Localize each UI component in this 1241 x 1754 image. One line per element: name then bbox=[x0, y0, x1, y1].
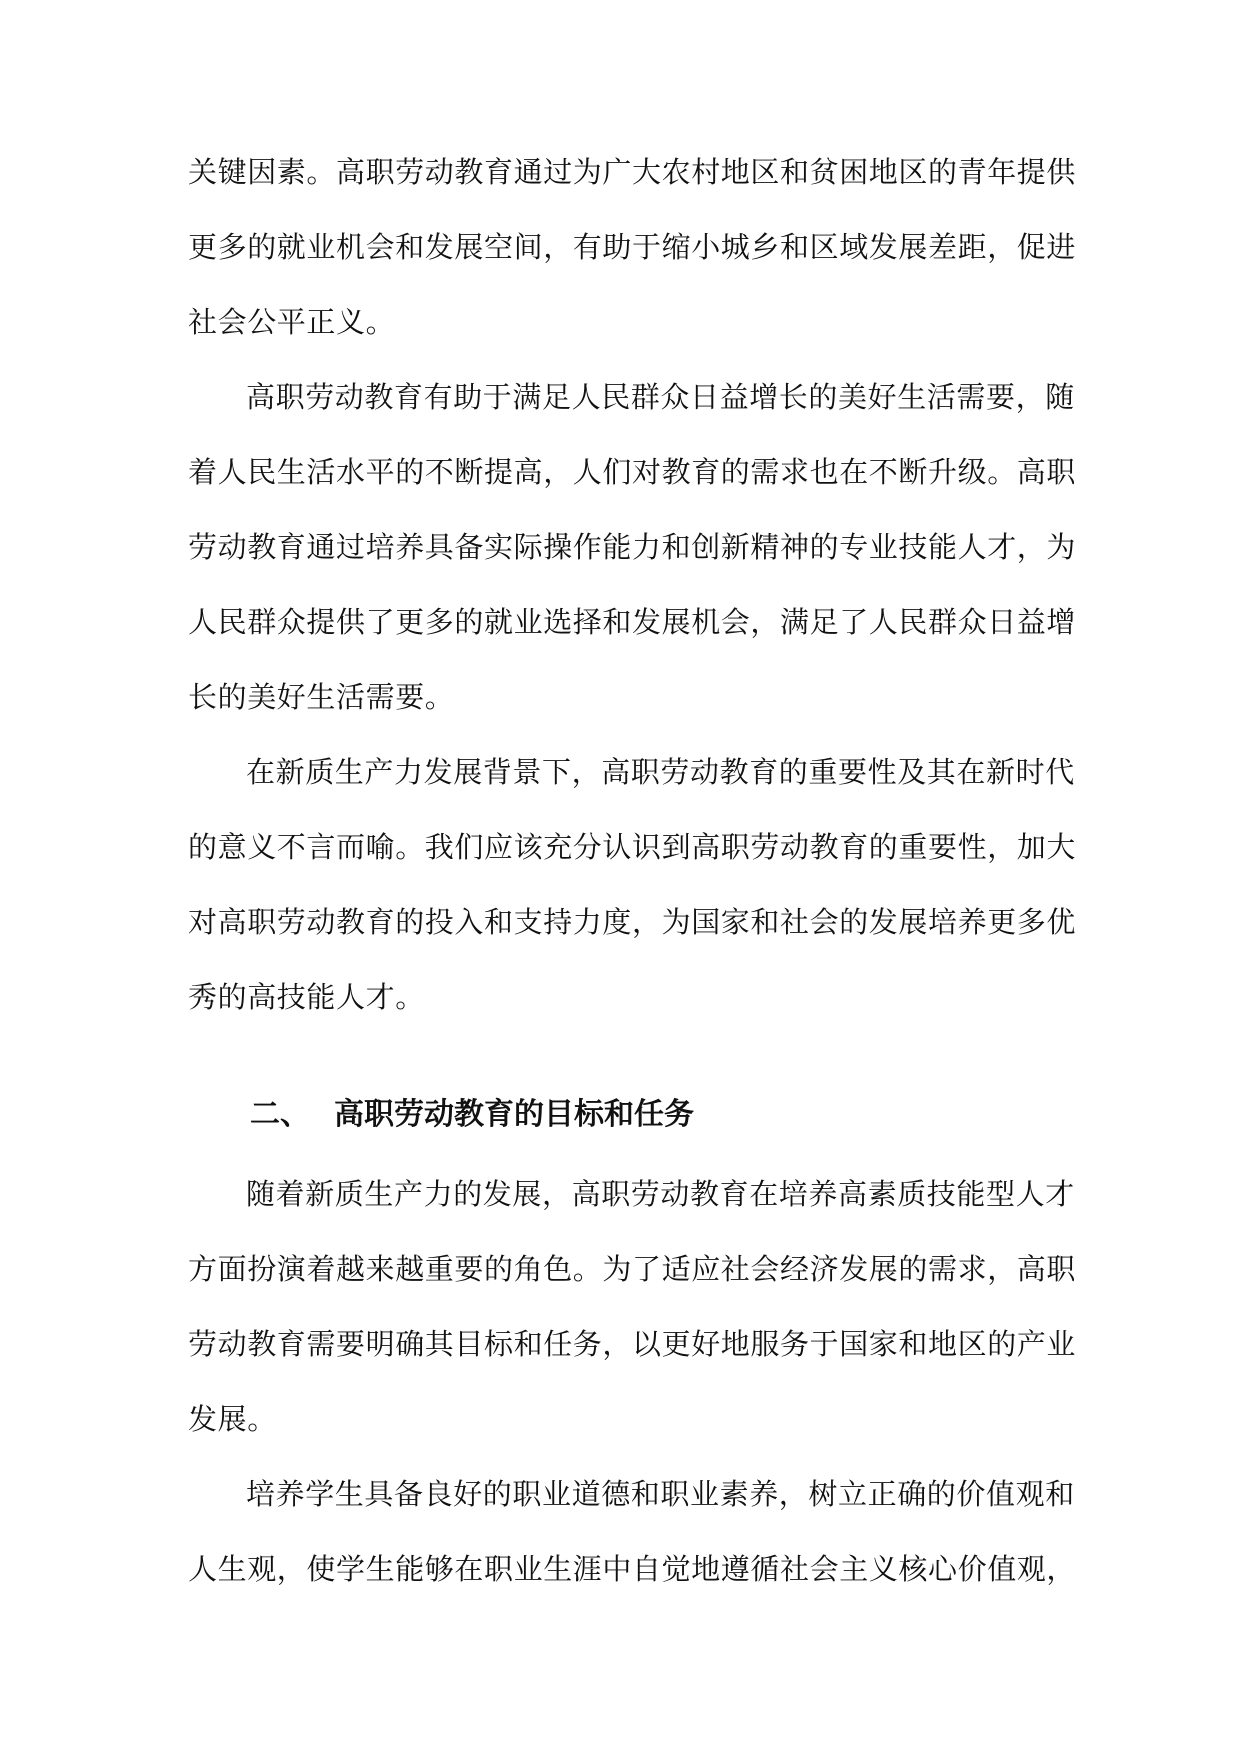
paragraph-line: 社会公平正义。 bbox=[188, 305, 396, 339]
section-number: 二、 bbox=[250, 1097, 310, 1132]
paragraph-line: 方面扮演着越来越重要的角色。为了适应社会经济发展的需求，高职 bbox=[188, 1252, 1077, 1286]
paragraph-line: 对高职劳动教育的投入和支持力度，为国家和社会的发展培养更多优 bbox=[188, 905, 1077, 939]
paragraph-line: 秀的高技能人才。 bbox=[188, 980, 425, 1014]
paragraph-line: 人民群众提供了更多的就业选择和发展机会，满足了人民群众日益增 bbox=[188, 605, 1077, 639]
section-heading bbox=[250, 1092, 694, 1138]
paragraph-line: 关键因素。高职劳动教育通过为广大农村地区和贫困地区的青年提供 bbox=[188, 155, 1077, 189]
paragraph-line: 着人民生活水平的不断提高，人们对教育的需求也在不断升级。高职 bbox=[188, 455, 1077, 489]
paragraph-line: 高职劳动教育有助于满足人民群众日益增长的美好生活需要，随 bbox=[246, 380, 1075, 414]
paragraph-line: 人生观，使学生能够在职业生涯中自觉地遵循社会主义核心价值观， bbox=[188, 1552, 1077, 1586]
paragraph-line: 的意义不言而喻。我们应该充分认识到高职劳动教育的重要性，加大 bbox=[188, 830, 1077, 864]
paragraph-line: 劳动教育需要明确其目标和任务，以更好地服务于国家和地区的产业 bbox=[188, 1327, 1077, 1361]
paragraph-line: 培养学生具备良好的职业道德和职业素养，树立正确的价值观和 bbox=[246, 1477, 1075, 1511]
section-title: 高职劳动教育的目标和任务 bbox=[334, 1097, 694, 1132]
paragraph-line: 发展。 bbox=[188, 1402, 277, 1436]
paragraph-line: 随着新质生产力的发展，高职劳动教育在培养高素质技能型人才 bbox=[246, 1177, 1075, 1211]
paragraph-line: 在新质生产力发展背景下，高职劳动教育的重要性及其在新时代 bbox=[246, 755, 1075, 789]
paragraph-line: 长的美好生活需要。 bbox=[188, 680, 455, 714]
paragraph-line: 更多的就业机会和发展空间，有助于缩小城乡和区域发展差距，促进 bbox=[188, 230, 1077, 264]
paragraph-line: 劳动教育通过培养具备实际操作能力和创新精神的专业技能人才，为 bbox=[188, 530, 1077, 564]
